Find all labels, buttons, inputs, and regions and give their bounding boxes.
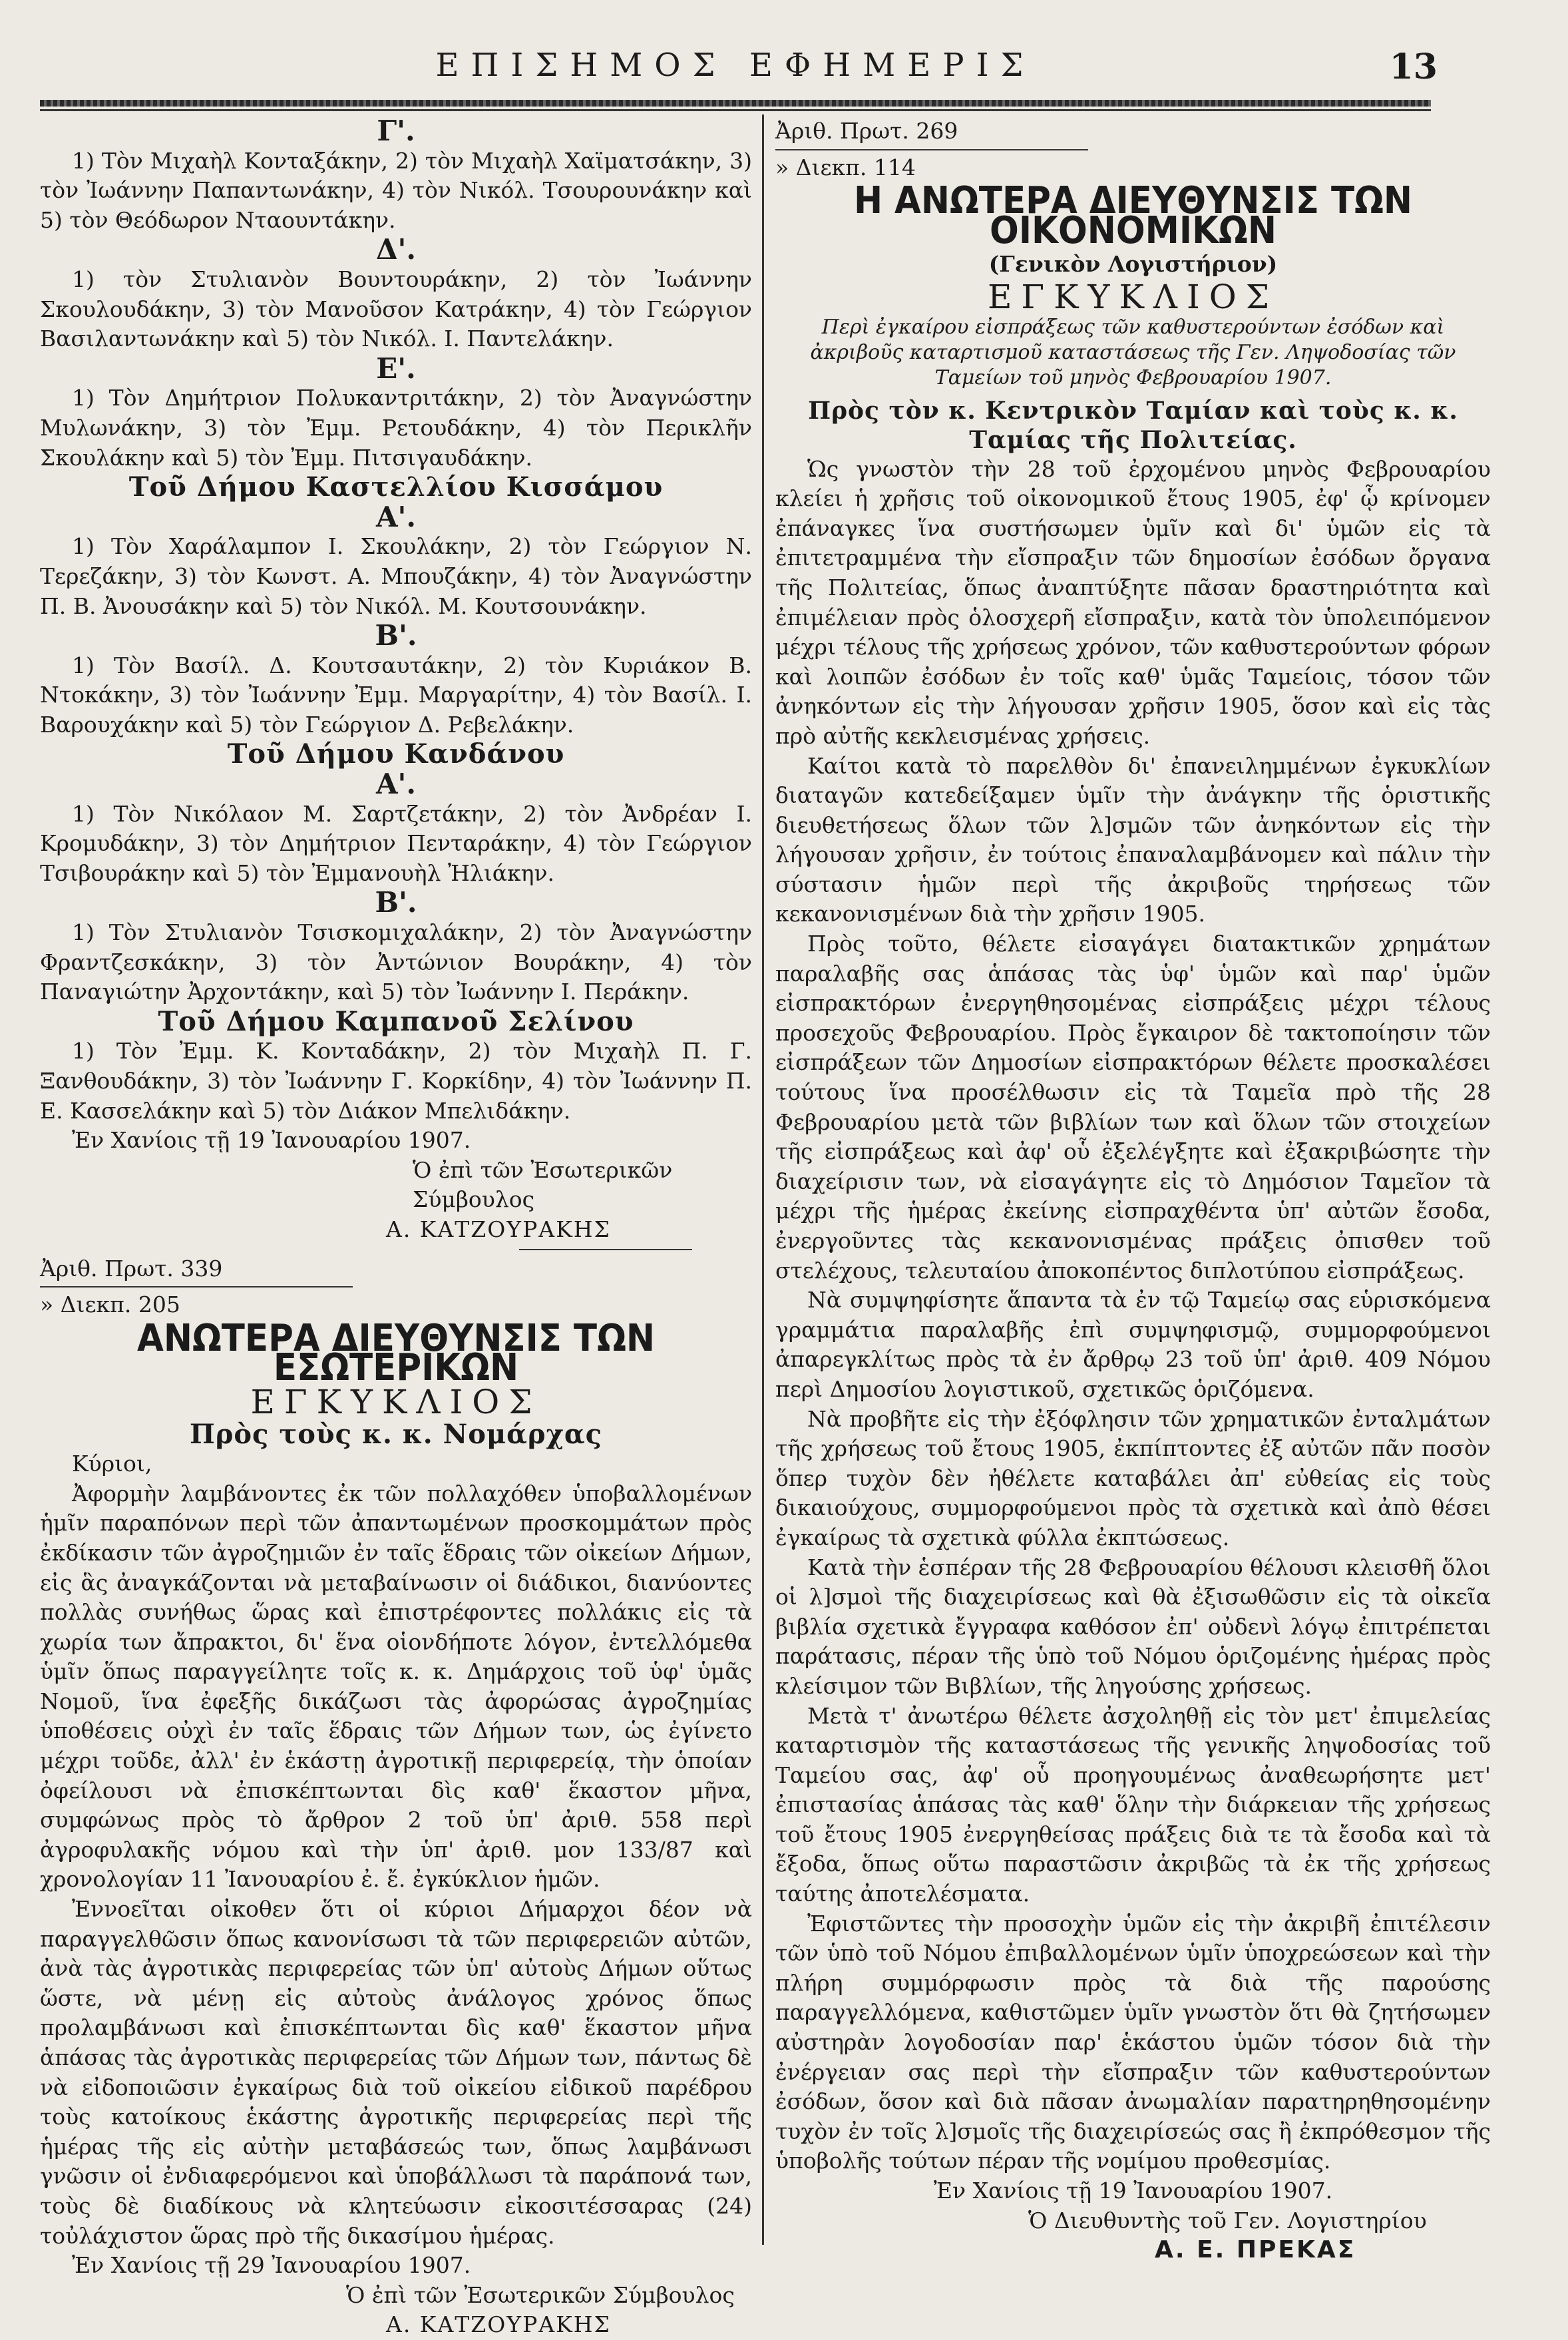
section-heading-d: Δ'.	[375, 233, 417, 266]
date-line-2: Ἐν Χανίοις τῇ 29 Ἰανουαρίου 1907.	[72, 2252, 471, 2279]
signature-name-right: Α. Ε. ΠΡΕΚΑΣ	[1155, 2236, 1356, 2264]
directorate-title: ΑΝΩΤΕΡΑ ΔΙΕΥΘΥΝΣΙΣ ΤΩΝ ΕΣΩΤΕΡΙΚΩΝ	[136, 1316, 656, 1390]
header-rule	[40, 100, 1431, 107]
section-heading-kissamos-b: Β'.	[375, 619, 417, 652]
salutation: Κύριοι,	[72, 1451, 152, 1477]
circular-body-1: Ἀφορμὴν λαμβάνοντες ἐκ τῶν πολλαχόθεν ὑποβαλλομένων ἡμῖν παραπόνων περὶ τῶν ἀπαντωμένων προσκομμάτων πρὸς ἐκδίκασιν τῶν ἀγροζημιῶν ἐν ταῖς ἕδραις τῶν οἰκείων Δήμων, εἰς ἃς ἀναγκάζονται νὰ μεταβαίνωσιν οἱ διάδικοι, διανύοντες πολλὰς συνήθως ὥρας καὶ ἐπιστρέφοντες πολλάκις εἰς τὰ χωρία των ἄπρακτοι, δι' ἕνα οἱονδήποτε λόγον, ἐντελλόμεθα ὑμῖν ὅπως παραγγείλητε τοῖς κ. κ. Δημάρχοις τοῦ ὑφ' ὑμᾶς Νομοῦ, ἵνα ἐφεξῆς δικάζωσι τὰς ἀφορώσας ἀγροζημίας ὑποθέσεις οὐχὶ ἐν ταῖς ἕδραις τῶν Δήμων των, ὡς ἐγίνετο μέχρι τοῦδε, ἀλλ' ἐν ἑκάστῃ ἀγροτικῇ περιφερείᾳ, τὴν ὁποίαν ὀφείλουσι νὰ ἐπισκέπτωνται δὶς καθ' ἕκαστον μῆνα, συμφώνως πρὸς τὸ ἄρθρον 2 τοῦ ὑπ' ἀριθ. 558 περὶ ἀγροφυλακῆς νόμου καὶ τὴν ὑπ' ἀριθ. μον 133/87 καὶ χρονολογίαν 11 Ἰανουαρίου ἐ. ἔ. ἐγκύκλιον ἡμῶν.	[40, 1480, 752, 1893]
signature-role-2: Ὁ ἐπὶ τῶν Ἐσωτερικῶν Σύμβουλος	[346, 2281, 735, 2308]
paragraph-g: 1) Τὸν Μιχαὴλ Κονταξάκην, 2) τὸν Μιχαὴλ Χαϊματσάκην, 3) τὸν Ἰωάννην Παπαντωνάκην, 4) τὸν Νικόλ. Τσουρουνάκην καὶ 5) τὸν Θεόδωρον Νταουντάκην.	[40, 147, 752, 233]
addressee-right: Πρὸς τὸν κ. Κεντρικὸν Ταμίαν καὶ τοὺς κ. κ. Ταμίας τῆς Πολιτείας.	[808, 396, 1458, 454]
paragraph-kandanos-a: 1) Τὸν Νικόλαον Μ. Σαρτζετάκην, 2) τὸν Ἀνδρέαν Ι. Κρομυδάκην, 3) τὸν Δημήτριον Πενταράκην, 4) τὸν Γεώργιον Τσιβουράκην καὶ 5) τὸν Ἐμμανουὴλ Ἠλιάκην.	[40, 800, 752, 886]
municipality-heading-selinos: Τοῦ Δήμου Καμπανοῦ Σελίνου	[158, 1005, 634, 1037]
paragraph-r5: Νὰ προβῆτε εἰς τὴν ἐξόφλησιν τῶν χρηματικῶν ἐνταλμάτων τῆς χρήσεως τοῦ ἔτους 1905, ἐκπίπτοντες ἐξ αὐτῶν πᾶν ποσὸν ὅπερ τυχὸν δὲν ἠθέλετε καταβάλει ἀπ' εὐθείας εἰς τοὺς δικαιούχους, συμμορφούμενοι πρὸς τὰ σχετικὰ καὶ ἀπὸ θέσει ἐγκαίρως τὰ σχετικὰ φύλλα ἐκπτώσεως.	[775, 1405, 1491, 1550]
directorate-subtitle: (Γενικὸν Λογιστήριον)	[988, 251, 1278, 278]
section-heading-e: Ε'.	[376, 351, 416, 385]
paragraph-r1: Ὡς γνωστὸν τὴν 28 τοῦ ἐρχομένου μηνὸς Φεβρουαρίου κλείει ἡ χρῆσις τοῦ οἰκονομικοῦ ἔτους 1905, ἐφ' ᾧ κρίνομεν ἐπάναγκες ἵνα συστήσωμεν ὑμῖν καὶ δι' ὑμῶν εἰς τὰ ἐπιτετραμμένα τὴν εἴσπραξιν τῶν δημοσίων ἐσόδων ὄργανα τῆς Πολιτείας, ὅπως ἀναπτύξητε πᾶσαν δραστηριότητα καὶ ἐπιμέλειαν πρὸς ὁλοσχερῆ εἴσπραξιν, κατὰ τὸν ὑπολειπόμενον μέχρι τέλους τῆς χρήσεως χρόνον, τῶν καθυστερούντων φόρων καὶ λοιπῶν ἐσόδων ἐν τοῖς καθ' ὑμᾶς Ταμείοις, τόσον τῶν ἀνηκόντων εἰς τὴν λήγουσαν χρῆσιν 1905, ὅσον καὶ εἰς τὰς πρὸ αὐτῆς κεκλεισμένας χρήσεις.	[775, 455, 1491, 749]
circular-body-2: Ἐννοεῖται οἰκοθεν ὅτι οἱ κύριοι Δήμαρχοι δέον νὰ παραγγελθῶσιν ὅπως κανονίσωσι τὰ τῶν περιφερειῶν αὐτῶν, ἀνὰ τὰς ἀγροτικὰς περιφερείας τῶν ὑπ' αὐτοὺς Δήμων οὕτως ὥστε, νὰ μένῃ εἰς αὐτοὺς ἀνάλογος χρόνος ὅπως προλαμβάνωσι καὶ ἐπισκέπτωνται δὶς καθ' ἕκαστον μῆνα ἁπάσας τὰς ἀγροτικὰς περιφερείας τῶν Δήμων των, πάντως δὲ νὰ εἰδοποιῶσιν ἐγκαίρως διὰ τοῦ οἰκείου εἰδικοῦ παρέδρου τοὺς κατοίκους ἑκάστης ἀγροτικῆς περιφερείας περὶ τῆς ἡμέρας τῆς εἰς αὐτὴν μεταβάσεώς των, ὅπως λαμβάνωσι γνῶσιν οἱ ἐνδιαφερόμενοι καὶ ὑποβάλλωσι τὰ παράπονά των, τοὺς δὲ διαδίκους νὰ κλητεύωσιν εἰκοσιτέσσαρας (24) τοὐλάχιστον ὥρας πρὸ τῆς δικασίμου ἡμέρας.	[40, 1896, 752, 2249]
circular-subject: Περὶ ἐγκαίρου εἰσπράξεως τῶν καθυστερούντων ἐσόδων καὶ ἀκριβοῦς καταρτισμοῦ καταστάσεως τῆς Γεν. Ληψοδοσίας τῶν Ταμείων τοῦ μηνὸς Φεβρουαρίου 1907.	[810, 315, 1456, 389]
date-line-1: Ἐν Χανίοις τῇ 19 Ἰανουαρίου 1907.	[72, 1127, 471, 1154]
signature-name-2: Α. ΚΑΤΖΟΥΡΑΚΗΣ	[386, 2311, 611, 2338]
signature-name-1: Α. ΚΑΤΖΟΥΡΑΚΗΣ	[386, 1216, 611, 1242]
section-heading-kissamos-a: Α'.	[375, 500, 417, 533]
paragraph-r8: Ἐφιστῶντες τὴν προσοχὴν ὑμῶν εἰς τὴν ἀκριβῆ ἐπιτέλεσιν τῶν ὑπὸ τοῦ Νόμου ἐπιβαλλομένων ὑμῖν ὑποχρεώσεων καὶ τὴν πλήρη συμμόρφωσιν πρὸς τὰ διὰ τῆς παρούσης παραγγελλόμενα, καθιστῶμεν ὑμῖν γνωστὸν ὅτι θὰ ζητήσωμεν αὐστηρὰν λογοδοσίαν παρ' ἑκάστου ὑμῶν τόσον διὰ τὴν ἐνέργειαν σας περὶ τὴν εἴσπραξιν τῶν καθυστερούντων ἐσόδων, ὅσον καὶ διὰ πᾶσαν ἀνωμαλίαν παρατηρηθησομένην τυχὸν ἐν τοῖς λ]σμοῖς τῆς διαχειρίσεώς σας ἢ ἐκπρόθεσμον τῆς ὑποβολῆς τούτων πέραν τῆς νομίμου προθεσμίας.	[775, 1910, 1491, 2174]
paragraph-r7: Μετὰ τ' ἀνωτέρω θέλετε ἀσχοληθῇ εἰς τὸν μετ' ἐπιμελείας καταρτισμὸν τῆς καταστάσεως τῆς γενικῆς ληψοδοσίας τοῦ Ταμείου σας, ἀφ' οὗ προηγουμένως ἀναθεωρήσητε μετ' ἐπιστασίας ἁπάσας τὰς καθ' ὅλην τὴν διάρκειαν τῆς χρήσεως τοῦ ἔτους 1905 ἐνεργηθείσας πράξεις διὰ τε τὰ ἔσοδα καὶ τὰ ἔξοδα, ὅπως οὕτω παραστῶσιν ἀκριβῶς τὰ ἐκ τῆς χρήσεως ταύτης ἀποτελέσματα.	[775, 1702, 1491, 1907]
section-heading-kandanos-b: Β'.	[375, 886, 417, 919]
dispatch-number-right: » Διεκπ. 114	[775, 154, 916, 180]
municipality-heading-kandanos: Τοῦ Δήμου Κανδάνου	[227, 738, 565, 770]
column-divider	[762, 115, 764, 2245]
section-heading-kandanos-a: Α'.	[375, 768, 417, 801]
protocol-number: Ἀριθ. Πρωτ. 339	[40, 1255, 223, 1282]
circular-heading-right: ΕΓΚΥΚΛΙΟΣ	[987, 277, 1279, 316]
separator-rule	[519, 1249, 692, 1250]
paragraph-kissamos-a: 1) Τὸν Χαράλαμπον Ι. Σκουλάκην, 2) τὸν Γεώργιον Ν. Τερεζάκην, 3) τὸν Κωνστ. Α. Μπουζάκην, 4) τὸν Ἀναγνώστην Π. Β. Ἀνουσάκην καὶ 5) τὸν Νικόλ. Μ. Κουτσουνάκην.	[40, 533, 752, 619]
paragraph-r2: Καίτοι κατὰ τὸ παρελθὸν δι' ἐπανειλημμένων ἐγκυκλίων διαταγῶν κατεδείξαμεν ὑμῖν τὴν ἀνάγκην τῆς ὁριστικῆς διευθετήσεως ὅλων τῶν λ]σμῶν τῶν ἀνηκόντων εἰς τὴν λήγουσαν χρῆσιν, ἐν τούτοις ἐπαναλαμβάνομεν καὶ πάλιν τὴν σύστασιν ἡμῶν περὶ τῆς ἀκριβοῦς τηρήσεως τῶν κεκανονισμένων διὰ τὴν χρῆσιν 1905.	[775, 752, 1491, 927]
paragraph-selinos: 1) Τὸν Ἐμμ. Κ. Κονταδάκην, 2) τὸν Μιχαὴλ Π. Γ. Ξανθουδάκην, 3) τὸν Ἰωάννην Γ. Κορκίδην, 4) τὸν Ἰωάννην Π. Ε. Κασσελάκην καὶ 5) τὸν Διάκον Μπελιδάκην.	[40, 1038, 752, 1124]
protocol-underline	[40, 1286, 353, 1287]
page-number: 13	[1389, 47, 1438, 87]
paragraph-kissamos-b: 1) Τὸν Βασίλ. Δ. Κουτσαυτάκην, 2) τὸν Κυριάκον Β. Ντοκάκην, 3) τὸν Ἰωάννην Ἐμμ. Μαργαρίτην, 4) τὸν Βασίλ. Ι. Βαρουχάκην καὶ 5) τὸν Γεώργιον Δ. Ρεβελάκην.	[40, 652, 752, 738]
protocol-underline-right	[775, 149, 1088, 150]
addressee: Πρὸς τοὺς κ. κ. Νομάρχας	[190, 1418, 602, 1450]
paragraph-r3: Πρὸς τοῦτο, θέλετε εἰσαγάγει διατακτικῶν χρημάτων παραλαβῆς σας ἁπάσας τὰς ὑφ' ὑμῶν καὶ παρ' ὑμῶν εἰσπρακτόρων ἐνεργηθησομένας εἰσπράξεις μέχρι τέλους προσεχοῦς Φεβρουαρίου. Πρὸς ἔγκαιρον δὲ τακτοποίησιν τῶν εἰσπράξεων τῶν Δημοσίων εἰσπρακτόρων θέλετε προσκαλέσει τούτους ἵνα προσέλθωσιν εἰς τὰ Ταμεῖα πρὸ τῆς 28 Φεβρουαρίου μετὰ τῶν βιβλίων των καὶ ὅλων τῶν στοιχείων τῆς εἰσπράξεως καὶ ἀφ' οὗ ἐξελέγξητε καὶ ἐξακριβώσητε τὴν διαχείρισιν των, νὰ εἰσαγάγητε εἰς τὸ Δημόσιον Ταμεῖον τὰ μέχρι τῆς ἡμέρας ἐκείνης εἰσπραχθέντα ὑπ' αὐτῶν ἔσοδα, ἐνεργοῦντες τὰς κεκανονισμένας πράξεις ὀπισθεν τοῦ στελέχους, τελευταίου ἀποκοπέντος διπλοτύπου εἰσπράξεως.	[775, 931, 1491, 1284]
left-column	[40, 117, 752, 2340]
date-line-right: Ἐν Χανίοις τῇ 19 Ἰανουαρίου 1907.	[933, 2178, 1333, 2204]
circular-heading: ΕΓΚΥΚΛΙΟΣ	[250, 1382, 542, 1421]
protocol-number-right: Ἀριθ. Πρωτ. 269	[775, 118, 958, 144]
paragraph-e: 1) Τὸν Δημήτριον Πολυκαντριτάκην, 2) τὸν Ἀναγνώστην Μυλωνάκην, 3) τὸν Ἐμμ. Ρετουδάκην, 4) τὸν Περικλῆν Σκουλάκην καὶ 5) τὸν Ἐμμ. Πιτσιγαυδάκην.	[40, 385, 752, 471]
signature-role-1: Ὁ ἐπὶ τῶν Ἐσωτερικῶν Σύμβουλος	[413, 1156, 673, 1213]
paragraph-r6: Κατὰ τὴν ἑσπέραν τῆς 28 Φεβρουαρίου θέλουσι κλεισθῆ ὅλοι οἱ λ]σμοὶ τῆς διαχειρίσεως καὶ θὰ ἐξισωθῶσιν εἰς τὰ οἰκεῖα βιβλία σχετικὰ ἔγγραφα καθόσον ἐπ' οὐδενὶ λόγῳ ἐπιτρέπεται παράτασις, πέραν τῆς ὑπὸ τοῦ Νόμου ὁριζομένης ἡμέρας πρὸς κλείσιμον τῶν Βιβλίων, τῆς ληγούσης χρήσεως.	[775, 1554, 1491, 1699]
municipality-heading-kissamos: Τοῦ Δήμου Καστελλίου Κισσάμου	[128, 471, 664, 503]
paragraph-kandanos-b: 1) Τὸν Στυλιανὸν Τσισκομιχαλάκην, 2) τὸν Ἀναγνώστην Φραντζεσκάκην, 3) τὸν Ἀντώνιον Βουράκην, 4) τὸν Παναγιώτην Ἀρχοντάκην, καὶ 5) τὸν Ἰωάννην Ι. Περάκην.	[40, 919, 752, 1005]
signature-role-right: Ὁ Διευθυντὴς τοῦ Γεν. Λογιστηρίου	[1028, 2207, 1427, 2233]
directorate-title-right: Η ΑΝΩΤΕΡΑ ΔΙΕΥΘΥΝΣΙΣ ΤΩΝ ΟΙΚΟΝΟΜΙΚΩΝ	[853, 179, 1413, 252]
section-heading-g: Γ'.	[377, 115, 415, 147]
paragraph-d: 1) τὸν Στυλιανὸν Βουντουράκην, 2) τὸν Ἰωάννην Σκουλουδάκην, 3) τὸν Μανοῦσον Κατράκην, 4) τὸν Γεώργιον Βασιλαντωνάκην καὶ 5) τὸν Νικόλ. Ι. Παντελάκην.	[40, 266, 752, 352]
paragraph-r4: Νὰ συμψηφίσητε ἅπαντα τὰ ἐν τῷ Ταμείῳ σας εὑρισκόμενα γραμμάτια παραλαβῆς ἐπὶ συμψηφισμῷ, συμμορφούμενοι ἀπαρεγκλίτως πρὸς τὰ ἐν ἄρθρῳ 23 τοῦ ὑπ' ἀριθ. 409 Νόμου περὶ Δημοσίου λογιστικοῦ, σχετικῶς ὁριζόμενα.	[775, 1287, 1491, 1402]
right-column	[775, 117, 1491, 2265]
header-rule-thin	[40, 109, 1431, 111]
dispatch-number: » Διεκπ. 205	[40, 1291, 180, 1318]
page-header	[40, 47, 1438, 100]
newspaper-title: ΕΠΙΣΗΜΟΣ ΕΦΗΜΕΡΙΣ	[435, 47, 1036, 84]
